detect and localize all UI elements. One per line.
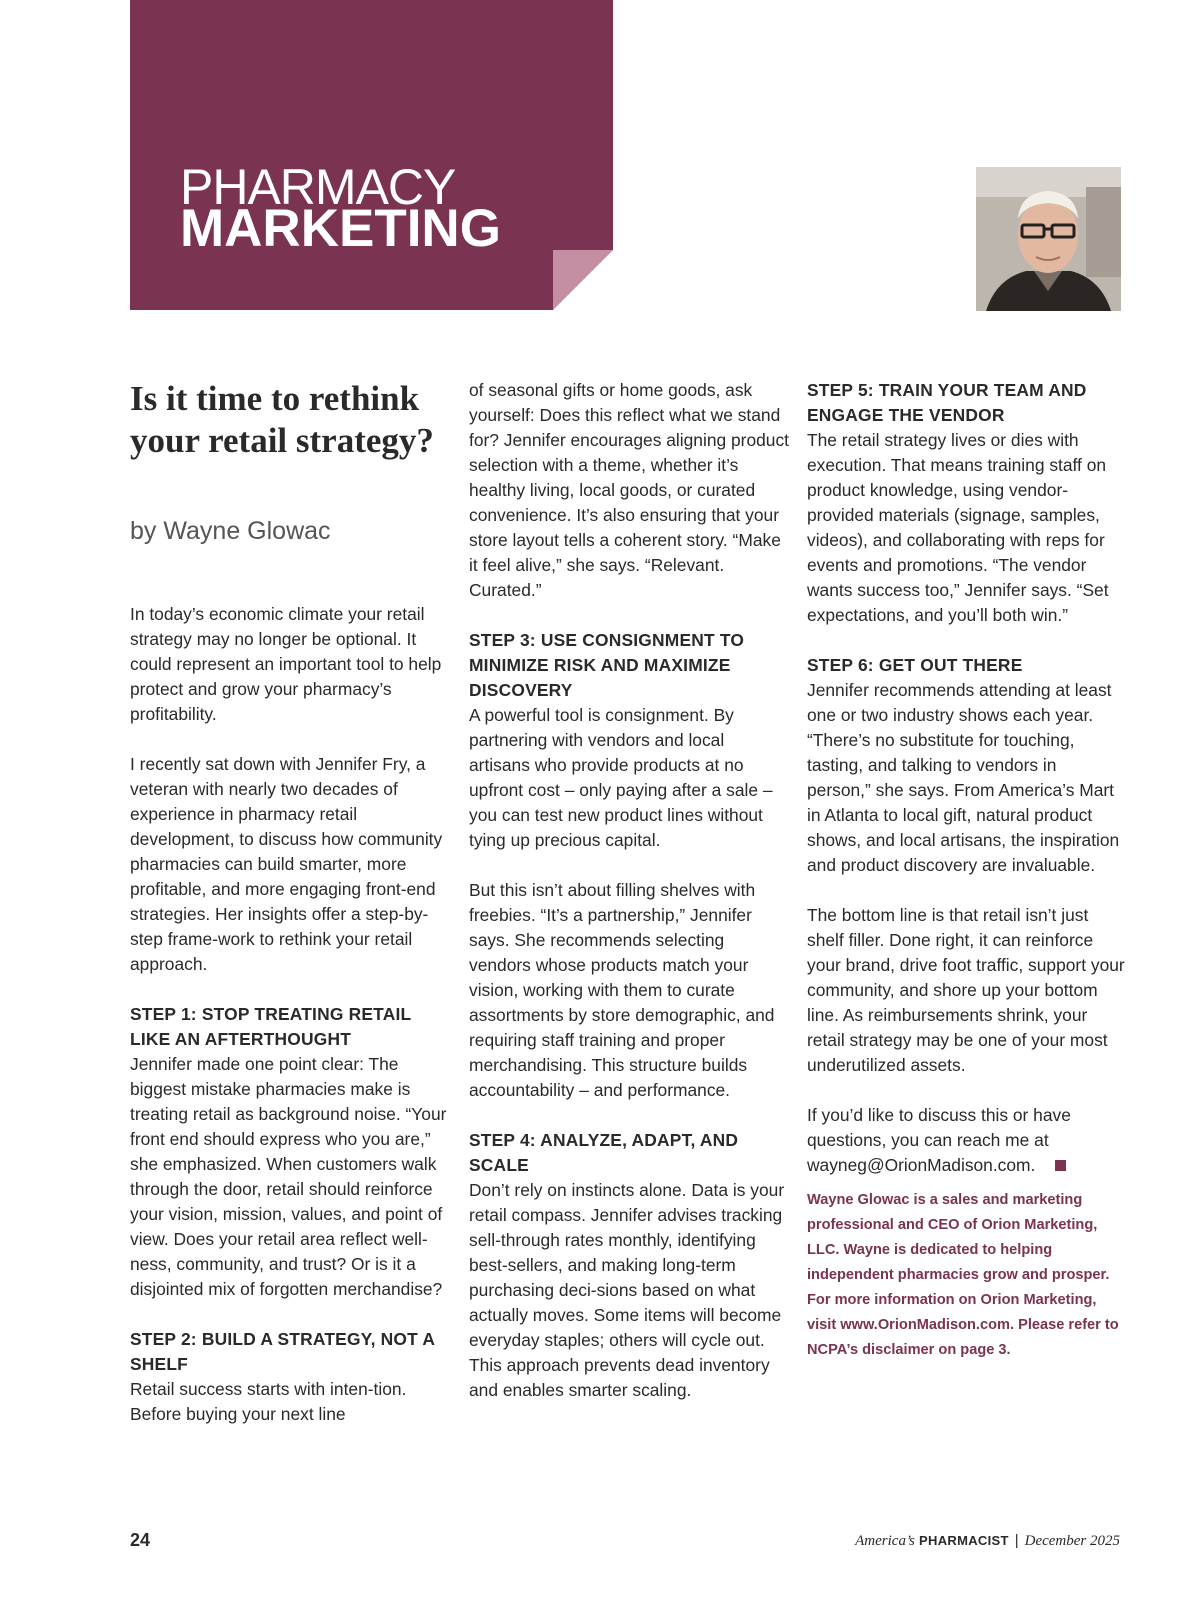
footer-separator: | (1014, 1532, 1019, 1549)
page-number: 24 (130, 1530, 151, 1550)
step-2-body: Retail success starts with inten-tion. Before buying your next line (130, 1379, 407, 1424)
issue-date: December 2025 (1024, 1533, 1120, 1549)
step-2-heading: STEP 2: BUILD A STRATEGY, NOT A SHELF (130, 1329, 435, 1374)
author-photo (976, 167, 1121, 311)
step-6-heading: STEP 6: GET OUT THERE (807, 655, 1023, 675)
section-kicker: PHARMACY (180, 159, 456, 215)
paragraph-intro: In today’s economic climate your retail strategy may no longer be optional. It could represent an important tool to help protect and grow your pharmacy’s profitability. (130, 604, 442, 724)
step-2-continued: of seasonal gifts or home goods, ask yourself: Does this reflect what we stand for? Jennifer encourages aligning product selection with a theme, whether it’s healthy living, local goods, or curated convenience. It’s also ensuring that your store layout tells a coherent story. “Make it feel alive,” she says. “Relevant. Curated.” (469, 380, 790, 600)
section-banner (130, 0, 613, 310)
step-6-body: Jennifer recommends attending at least one or two industry shows each year. “There’s no substitute for touching, tasting, and talking to vendors in person,” she says. From America’s Mart in Atlanta to local gift, natural product shows, and local artisans, the inspiration and product discovery are invaluable. (807, 680, 1120, 875)
magazine-footer (855, 1532, 1120, 1550)
end-mark-icon (1055, 1160, 1066, 1171)
step-3-body: A powerful tool is consignment. By partnering with vendors and local artisans who provide products at no upfront cost – only paying after a sale – you can test new product lines without tying up precious capital. (469, 705, 773, 850)
article-title: Is it time to rethink your retail strategy? (130, 379, 434, 460)
step-4-body: Don’t rely on instincts alone. Data is your retail compass. Jennifer advises tracking sell-through rates monthly, identifying best-sellers, and making long-term purchasing deci-sions based on what actually moves. Some items will become everyday staples; others will cycle out. This approach prevents dead inventory and enables smarter scaling. (469, 1180, 785, 1400)
article-column-2 (469, 378, 789, 1428)
author-bio: Wayne Glowac is a sales and marketing professional and CEO of Orion Marketing, LLC. Wayne is dedicated to helping independent pharmacies grow and prosper. For more information on Orion Marketing, visit www.OrionMadison.com. Please refer to NCPA’s disclaimer on page 3. (807, 1192, 1119, 1358)
paragraph-contact (807, 1103, 1125, 1178)
article-column-1 (130, 378, 448, 1452)
paragraph-partnership: But this isn’t about filling shelves with freebies. “It’s a partnership,” Jennifer says. She recommends selecting vendors whose products match your vision, working with them to curate assortments by store demographic, and requiring staff training and proper merchandising. This structure builds accountability – and performance. (469, 880, 775, 1100)
contact-text: If you’d like to discuss this or have questions, you can reach me at wayneg@OrionMadison.com. (807, 1105, 1071, 1175)
section-headline: MARKETING (180, 199, 501, 258)
step-3-heading: STEP 3: USE CONSIGNMENT TO MINIMIZE RISK AND MAXIMIZE DISCOVERY (469, 630, 745, 700)
step-5-body: The retail strategy lives or dies with execution. That means training staff on product knowledge, using vendor-provided materials (signage, samples, videos), and collaborating with reps for events and promotions. “The vendor wants success too,” Jennifer says. “Set expectations, and you’ll both win.” (807, 430, 1109, 625)
magazine-prefix: America’s (855, 1533, 915, 1549)
step-1-body: Jennifer made one point clear: The biggest mistake pharmacies make is treating retail as background noise. “Your front end should express who you are,” she emphasized. When customers walk through the door, retail should reinforce your vision, mission, values, and point of view. Does your retail area reflect well-ness, community, and trust? Or is it a disjointed mix of forgotten merchandise? (130, 1054, 447, 1299)
paragraph-bottom-line: The bottom line is that retail isn’t just shelf filler. Done right, it can reinforce your brand, drive foot traffic, support your community, and shore up your bottom line. As reimbursements shrink, your retail strategy may be one of your most underutilized assets. (807, 905, 1125, 1075)
step-4-heading: STEP 4: ANALYZE, ADAPT, AND SCALE (469, 1130, 739, 1175)
banner-page-fold (553, 250, 613, 310)
article-column-3 (807, 378, 1125, 1363)
article-byline: by Wayne Glowac (130, 517, 331, 545)
magazine-name: PHARMACIST (919, 1533, 1009, 1548)
step-5-heading: STEP 5: TRAIN YOUR TEAM AND ENGAGE THE VENDOR (807, 380, 1087, 425)
step-1-heading: STEP 1: STOP TREATING RETAIL LIKE AN AFTERTHOUGHT (130, 1004, 411, 1049)
paragraph-interview: I recently sat down with Jennifer Fry, a veteran with nearly two decades of experience in pharmacy retail development, to discuss how community pharmacies can build smarter, more profitable, and more engaging front-end strategies. Her insights offer a step-by-step frame-work to rethink your retail approach. (130, 754, 443, 974)
